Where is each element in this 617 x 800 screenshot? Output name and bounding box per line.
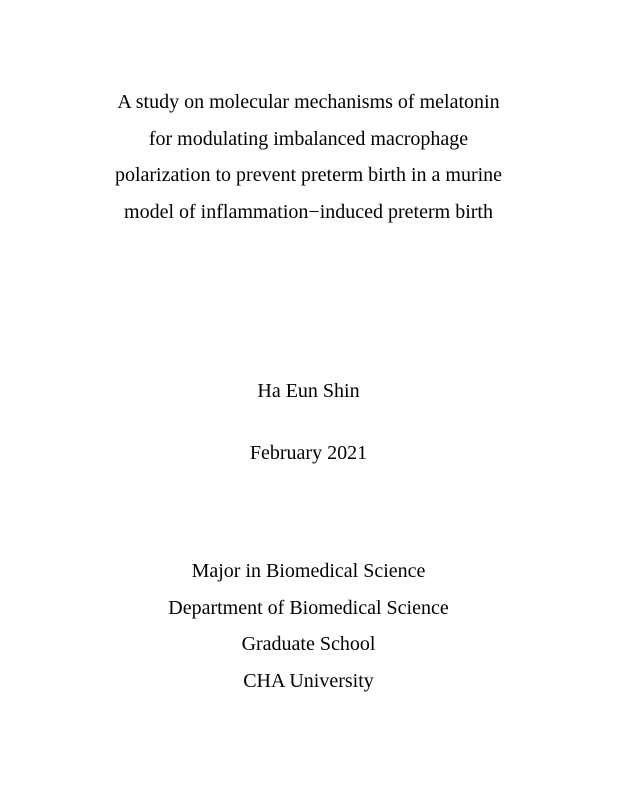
title-line-1: A study on molecular mechanisms of melatonin (117, 91, 500, 113)
affiliation-school: Graduate School (241, 633, 376, 655)
title-line-2: for modulating imbalanced macrophage (148, 127, 469, 150)
thesis-title (0, 84, 617, 230)
submission-date: February 2021 (249, 442, 368, 464)
affiliation-block (0, 553, 617, 699)
title-line-3: polarization to prevent preterm birth in a murine (114, 164, 503, 186)
author-name: Ha Eun Shin (257, 380, 360, 402)
affiliation-department: Department of Biomedical Science (168, 596, 449, 619)
affiliation-university: CHA University (243, 669, 374, 692)
affiliation-major: Major in Biomedical Science (191, 560, 426, 582)
title-line-4: model of inflammation−induced preterm birth (124, 200, 493, 223)
